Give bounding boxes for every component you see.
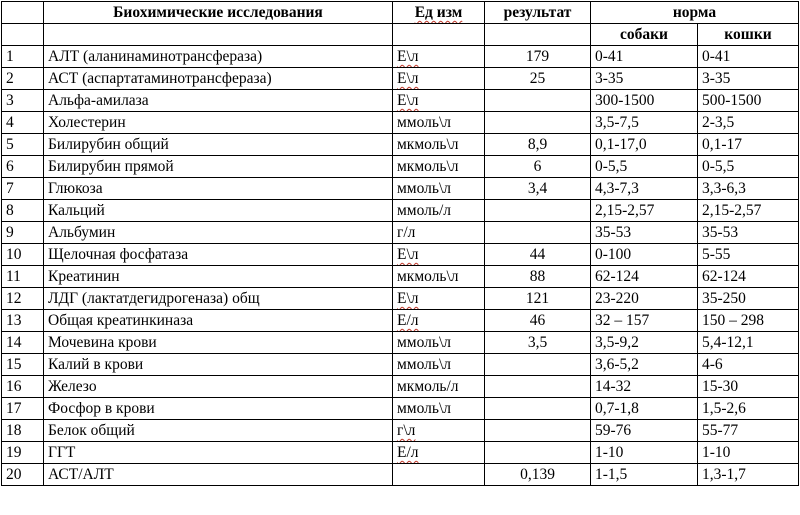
table-row <box>2 46 799 68</box>
result-cell <box>485 398 591 420</box>
norm-dogs-cell-text: 32 – 157 <box>595 312 650 329</box>
norm-dogs-cell-text: 3,5-7,5 <box>595 114 639 131</box>
test-name-cell-text: Холестерин <box>48 114 126 131</box>
norm-cats-cell-text: 35-53 <box>702 224 739 241</box>
norm-dogs-cell-text: 1-10 <box>595 444 624 461</box>
row-number-cell <box>2 266 44 288</box>
result-cell-text: 88 <box>529 268 546 285</box>
table-body <box>2 46 799 486</box>
row-number-cell-text: 18 <box>6 422 22 439</box>
norm-cats-cell-text: 0-41 <box>702 48 731 65</box>
test-name-cell-text: Билирубин общий <box>48 136 169 153</box>
test-name-cell-text: Мочевина крови <box>48 334 157 351</box>
row-number-cell-text: 3 <box>6 92 14 109</box>
result-cell <box>485 156 591 178</box>
test-name-cell <box>44 310 393 332</box>
row-number-cell-text: 4 <box>6 114 14 131</box>
unit-cell-text: Е\л <box>397 70 419 87</box>
test-name-cell-text: Общая креатинкиназа <box>48 312 194 329</box>
table-row <box>2 354 799 376</box>
row-number-cell <box>2 90 44 112</box>
row-number-cell-text: 8 <box>6 202 14 219</box>
result-cell <box>485 200 591 222</box>
norm-cats-cell <box>698 222 799 244</box>
table-row <box>2 200 799 222</box>
unit-cell <box>393 376 485 398</box>
unit-cell <box>393 442 485 464</box>
result-cell-text: 3,4 <box>527 180 548 197</box>
norm-dogs-cell <box>591 332 698 354</box>
norm-dogs-cell-text: 4,3-7,3 <box>595 180 639 197</box>
norm-dogs-cell-text: 3,5-9,2 <box>595 334 639 351</box>
result-cell-text: 44 <box>529 246 546 263</box>
result-cell-text: 121 <box>525 290 550 307</box>
result-cell-text: 179 <box>525 48 550 65</box>
norm-cats-cell <box>698 266 799 288</box>
norm-dogs-cell-text: 23-220 <box>595 290 639 307</box>
unit-cell <box>393 68 485 90</box>
unit-cell-text: г\л <box>397 422 416 439</box>
unit-cell <box>393 464 485 486</box>
norm-dogs-cell <box>591 376 698 398</box>
norm-cats-cell <box>698 288 799 310</box>
test-name-cell-text: ГГТ <box>48 444 76 461</box>
header-number <box>2 2 44 24</box>
header-blank-name <box>44 24 393 46</box>
unit-cell <box>393 222 485 244</box>
unit-cell-text: ммоль\л <box>397 356 452 373</box>
norm-cats-cell-text: 0,1-17 <box>702 136 743 153</box>
row-number-cell-text: 20 <box>6 466 22 483</box>
table-row <box>2 134 799 156</box>
row-number-cell <box>2 464 44 486</box>
norm-cats-cell <box>698 90 799 112</box>
result-cell <box>485 68 591 90</box>
unit-cell-text: мкмоль\л <box>397 136 459 153</box>
row-number-cell <box>2 178 44 200</box>
unit-cell-text: мкмоль/л <box>397 378 459 395</box>
norm-cats-cell-text: 0-5,5 <box>702 158 735 175</box>
test-name-cell <box>44 134 393 156</box>
norm-cats-cell <box>698 46 799 68</box>
test-name-cell-text: Глюкоза <box>48 180 103 197</box>
norm-dogs-cell <box>591 420 698 442</box>
result-cell-text: 25 <box>529 70 546 87</box>
row-number-cell <box>2 46 44 68</box>
norm-dogs-cell-text: 0-41 <box>595 48 624 65</box>
unit-cell <box>393 398 485 420</box>
result-cell <box>485 46 591 68</box>
test-name-cell <box>44 222 393 244</box>
unit-cell <box>393 46 485 68</box>
norm-cats-cell <box>698 354 799 376</box>
unit-cell <box>393 354 485 376</box>
header-name: Биохимические исследования <box>44 2 393 24</box>
header-blank-number <box>2 24 44 46</box>
row-number-cell <box>2 112 44 134</box>
row-number-cell <box>2 420 44 442</box>
table-row <box>2 112 799 134</box>
norm-cats-cell-text: 2,15-2,57 <box>702 202 762 219</box>
test-name-cell <box>44 376 393 398</box>
header-norm: норма <box>591 2 799 24</box>
norm-cats-cell-text: 55-77 <box>702 422 739 439</box>
norm-cats-cell-text: 1,3-1,7 <box>702 466 746 483</box>
table-row <box>2 156 799 178</box>
test-name-cell-text: Альбумин <box>48 224 116 241</box>
row-number-cell-text: 6 <box>6 158 14 175</box>
test-name-cell <box>44 112 393 134</box>
result-cell-text: 6 <box>533 158 542 175</box>
norm-cats-cell <box>698 112 799 134</box>
norm-dogs-cell <box>591 68 698 90</box>
unit-cell-text: мкмоль\л <box>397 268 459 285</box>
norm-dogs-cell-text: 59-76 <box>595 422 632 439</box>
norm-cats-cell-text: 15-30 <box>702 378 739 395</box>
row-number-cell <box>2 310 44 332</box>
row-number-cell <box>2 222 44 244</box>
test-name-cell-text: Фосфор в крови <box>48 400 155 417</box>
norm-dogs-cell-text: 2,15-2,57 <box>595 202 655 219</box>
unit-cell-text: ммоль/л <box>397 202 452 219</box>
row-number-cell-text: 11 <box>6 268 21 285</box>
unit-cell <box>393 112 485 134</box>
table-row <box>2 90 799 112</box>
result-cell <box>485 112 591 134</box>
row-number-cell <box>2 332 44 354</box>
row-number-cell <box>2 376 44 398</box>
result-cell <box>485 90 591 112</box>
norm-cats-cell-text: 3,3-6,3 <box>702 180 746 197</box>
norm-cats-cell-text: 500-1500 <box>702 92 762 109</box>
unit-cell <box>393 288 485 310</box>
test-name-cell-text: Белок общий <box>48 422 135 439</box>
unit-cell <box>393 156 485 178</box>
norm-dogs-cell-text: 0,7-1,8 <box>595 400 639 417</box>
norm-dogs-cell <box>591 266 698 288</box>
result-cell-text: 46 <box>529 312 546 329</box>
norm-dogs-cell <box>591 112 698 134</box>
test-name-cell <box>44 398 393 420</box>
norm-dogs-cell <box>591 222 698 244</box>
row-number-cell-text: 16 <box>6 378 22 395</box>
row-number-cell-text: 1 <box>6 48 14 65</box>
unit-cell <box>393 200 485 222</box>
norm-cats-cell <box>698 200 799 222</box>
table-row <box>2 222 799 244</box>
test-name-cell <box>44 420 393 442</box>
test-name-cell <box>44 68 393 90</box>
test-name-cell-text: Креатинин <box>48 268 120 285</box>
row-number-cell <box>2 200 44 222</box>
norm-dogs-cell <box>591 90 698 112</box>
table-row <box>2 288 799 310</box>
norm-dogs-cell <box>591 46 698 68</box>
unit-cell <box>393 134 485 156</box>
test-name-cell-text: Альфа-амилаза <box>48 92 149 109</box>
unit-cell-text: Е\л <box>397 48 419 65</box>
norm-dogs-cell <box>591 398 698 420</box>
unit-cell-text: Е\л <box>397 246 419 263</box>
row-number-cell-text: 15 <box>6 356 22 373</box>
norm-cats-cell-text: 5-55 <box>702 246 731 263</box>
norm-dogs-cell <box>591 464 698 486</box>
norm-cats-cell <box>698 398 799 420</box>
table-row <box>2 376 799 398</box>
unit-cell-text: Е/л <box>397 312 419 329</box>
header-result: результат <box>485 2 591 24</box>
unit-cell-text: ммоль\л <box>397 180 452 197</box>
unit-cell-text: Е\л <box>397 92 419 109</box>
row-number-cell-text: 19 <box>6 444 22 461</box>
unit-cell <box>393 420 485 442</box>
header-norm-dogs: собаки <box>591 24 698 46</box>
norm-dogs-cell-text: 14-32 <box>595 378 632 395</box>
table-row <box>2 398 799 420</box>
result-cell <box>485 244 591 266</box>
table-row <box>2 266 799 288</box>
result-cell <box>485 266 591 288</box>
unit-cell-text: Е/л <box>397 444 419 461</box>
table-row <box>2 68 799 90</box>
norm-cats-cell <box>698 310 799 332</box>
result-cell <box>485 222 591 244</box>
norm-cats-cell <box>698 376 799 398</box>
row-number-cell <box>2 244 44 266</box>
norm-cats-cell-text: 1,5-2,6 <box>702 400 746 417</box>
table-row <box>2 310 799 332</box>
test-name-cell <box>44 46 393 68</box>
norm-dogs-cell <box>591 288 698 310</box>
row-number-cell-text: 13 <box>6 312 22 329</box>
row-number-cell-text: 5 <box>6 136 14 153</box>
norm-dogs-cell-text: 0-100 <box>595 246 632 263</box>
unit-cell <box>393 178 485 200</box>
test-name-cell-text: АЛТ (аланинаминотрансфераза) <box>48 48 263 65</box>
result-cell <box>485 442 591 464</box>
norm-cats-cell-text: 2-3,5 <box>702 114 735 131</box>
result-cell <box>485 354 591 376</box>
row-number-cell <box>2 354 44 376</box>
result-cell-text: 3,5 <box>527 334 548 351</box>
norm-dogs-cell-text: 300-1500 <box>595 92 655 109</box>
table-row <box>2 420 799 442</box>
norm-cats-cell-text: 4-6 <box>702 356 723 373</box>
biochemistry-table <box>1 1 799 486</box>
row-number-cell <box>2 398 44 420</box>
norm-dogs-cell-text: 3,6-5,2 <box>595 356 639 373</box>
norm-cats-cell-text: 3-35 <box>702 70 731 87</box>
test-name-cell-text: Железо <box>48 378 97 395</box>
row-number-cell-text: 7 <box>6 180 14 197</box>
unit-cell <box>393 332 485 354</box>
norm-dogs-cell <box>591 244 698 266</box>
norm-dogs-cell <box>591 442 698 464</box>
test-name-cell <box>44 178 393 200</box>
norm-cats-cell <box>698 178 799 200</box>
norm-cats-cell <box>698 332 799 354</box>
test-name-cell <box>44 288 393 310</box>
unit-cell-text: ммоль\л <box>397 334 452 351</box>
test-name-cell <box>44 354 393 376</box>
norm-cats-cell <box>698 420 799 442</box>
result-cell <box>485 464 591 486</box>
result-cell-text: 8,9 <box>527 136 548 153</box>
norm-dogs-cell-text: 0-5,5 <box>595 158 628 175</box>
result-cell <box>485 376 591 398</box>
test-name-cell-text: АСТ (аспартатаминотрансфераза) <box>48 70 272 87</box>
result-cell <box>485 134 591 156</box>
header-row-2 <box>2 24 799 46</box>
header-blank-unit <box>393 24 485 46</box>
result-cell <box>485 332 591 354</box>
row-number-cell-text: 10 <box>6 246 22 263</box>
norm-dogs-cell <box>591 354 698 376</box>
unit-cell-text: Е\л <box>397 290 419 307</box>
norm-cats-cell <box>698 134 799 156</box>
test-name-cell-text: Щелочная фосфатаза <box>48 246 189 263</box>
unit-cell-text: ммоль\л <box>397 400 452 417</box>
table-row <box>2 464 799 486</box>
norm-dogs-cell-text: 0,1-17,0 <box>595 136 647 153</box>
norm-cats-cell <box>698 442 799 464</box>
test-name-cell <box>44 156 393 178</box>
norm-cats-cell <box>698 244 799 266</box>
header-row-1 <box>2 2 799 24</box>
header-unit-label: Ед изм <box>414 4 463 21</box>
norm-dogs-cell <box>591 310 698 332</box>
table-row <box>2 178 799 200</box>
row-number-cell-text: 14 <box>6 334 22 351</box>
row-number-cell <box>2 288 44 310</box>
unit-cell <box>393 310 485 332</box>
norm-cats-cell-text: 150 – 298 <box>702 312 764 329</box>
norm-cats-cell-text: 5,4-12,1 <box>702 334 754 351</box>
norm-dogs-cell <box>591 178 698 200</box>
test-name-cell-text: ЛДГ (лактатдегидрогеназа) общ <box>48 290 260 307</box>
row-number-cell <box>2 156 44 178</box>
table-row <box>2 332 799 354</box>
row-number-cell-text: 2 <box>6 70 14 87</box>
test-name-cell-text: Калий в крови <box>48 356 144 373</box>
test-name-cell <box>44 90 393 112</box>
norm-cats-cell <box>698 464 799 486</box>
row-number-cell <box>2 442 44 464</box>
header-norm-cats: кошки <box>698 24 799 46</box>
norm-dogs-cell-text: 1-1,5 <box>595 466 628 483</box>
result-cell-text: 0,139 <box>520 466 555 483</box>
test-name-cell <box>44 200 393 222</box>
unit-cell <box>393 244 485 266</box>
unit-cell-text: г/л <box>397 224 416 241</box>
row-number-cell <box>2 68 44 90</box>
result-cell <box>485 420 591 442</box>
result-cell <box>485 178 591 200</box>
norm-dogs-cell <box>591 156 698 178</box>
row-number-cell-text: 17 <box>6 400 22 417</box>
row-number-cell-text: 12 <box>6 290 22 307</box>
unit-cell-text: ммоль\л <box>397 114 452 131</box>
result-cell <box>485 288 591 310</box>
test-name-cell-text: АСТ/АЛТ <box>48 466 114 483</box>
unit-cell-text: мкмоль\л <box>397 158 459 175</box>
test-name-cell-text: Кальций <box>48 202 105 219</box>
test-name-cell <box>44 332 393 354</box>
unit-cell <box>393 90 485 112</box>
unit-cell <box>393 266 485 288</box>
header-blank-result <box>485 24 591 46</box>
norm-cats-cell <box>698 68 799 90</box>
result-cell <box>485 310 591 332</box>
row-number-cell <box>2 134 44 156</box>
norm-cats-cell-text: 1-10 <box>702 444 731 461</box>
norm-cats-cell <box>698 156 799 178</box>
norm-cats-cell-text: 62-124 <box>702 268 746 285</box>
norm-dogs-cell-text: 3-35 <box>595 70 624 87</box>
test-name-cell-text: Билирубин прямой <box>48 158 174 175</box>
norm-dogs-cell <box>591 134 698 156</box>
norm-cats-cell-text: 35-250 <box>702 290 746 307</box>
norm-dogs-cell-text: 35-53 <box>595 224 632 241</box>
norm-dogs-cell-text: 62-124 <box>595 268 639 285</box>
test-name-cell <box>44 266 393 288</box>
norm-dogs-cell <box>591 200 698 222</box>
row-number-cell-text: 9 <box>6 224 14 241</box>
table-row <box>2 442 799 464</box>
test-name-cell <box>44 244 393 266</box>
table-row <box>2 244 799 266</box>
test-name-cell <box>44 464 393 486</box>
header-unit <box>393 2 485 24</box>
test-name-cell <box>44 442 393 464</box>
